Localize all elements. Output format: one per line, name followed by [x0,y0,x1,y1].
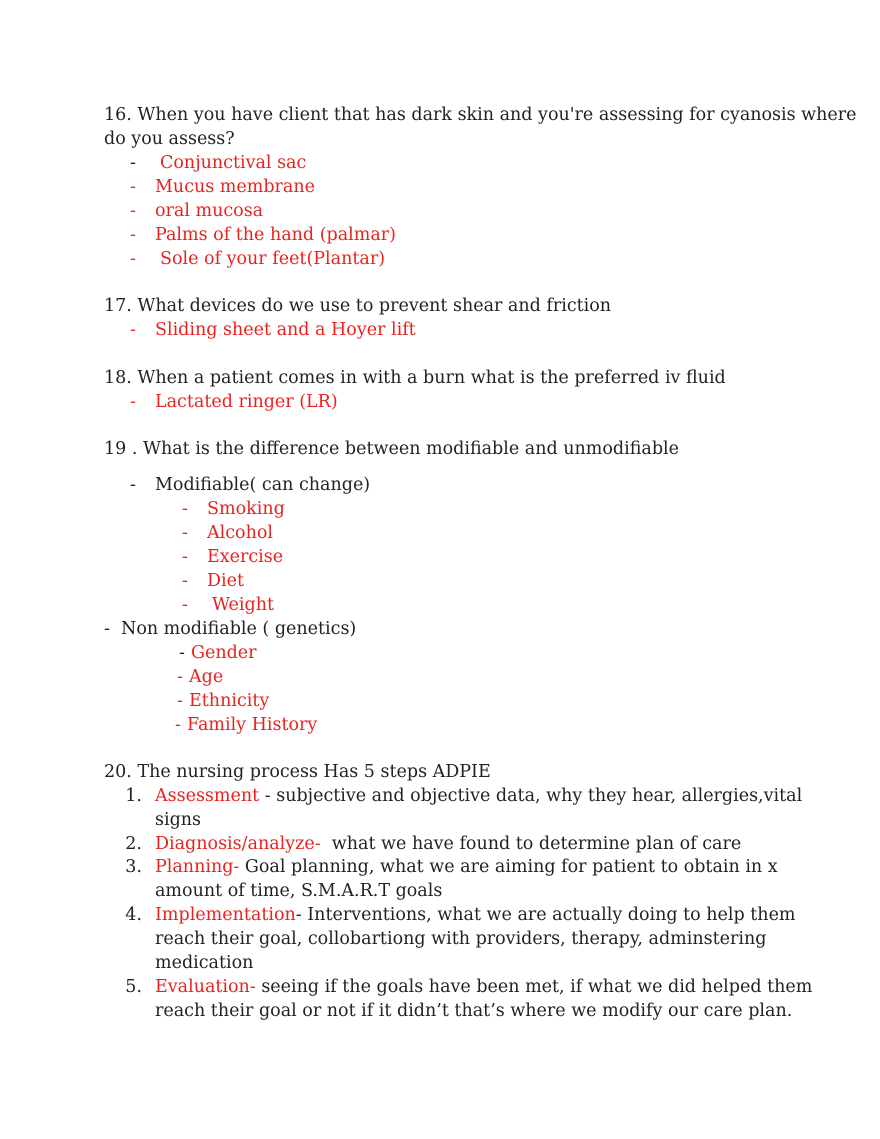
q17-question: 17. What devices do we use to prevent shear and friction [104,296,612,316]
step-2-line1 [155,832,741,856]
bullet-dash: - [175,715,181,735]
bullet-dash: - [104,619,110,639]
step-term: Planning- [155,857,240,877]
q16-answer-2: Mucus membrane [155,177,315,197]
step-number: 2. [125,834,142,854]
step-text: - Interventions, what we are actually doing to help them [295,905,796,925]
bullet-dash: - [130,201,136,221]
q19-nonmodifiable-item: Family History [187,715,318,735]
bullet-dash: - [182,547,188,567]
q19-modifiable-item: Alcohol [207,523,273,543]
bullet-dash: - [177,691,183,711]
step-number: 4. [125,905,142,925]
step-number: 5. [125,977,142,997]
step-term: Diagnosis/analyze- [155,834,321,854]
step-term: Assessment [155,786,260,806]
step-term: Evaluation- [155,977,256,997]
bullet-dash: - [130,153,136,173]
step-text: Goal planning, what we are aiming for patient to obtain in x [239,857,778,877]
bullet-dash: - [182,571,188,591]
step-3-line1 [155,855,778,879]
q19-modifiable-label: Modifiable( can change) [155,475,371,495]
bullet-dash: - [179,643,185,663]
bullet-dash: - [130,475,136,495]
step-text: - subjective and objective data, why they hear, allergies,vital [259,786,803,806]
bullet-dash: - [182,499,188,519]
step-4-line1 [155,903,796,927]
q19-modifiable-item: Smoking [207,499,285,519]
step-4-line2: reach their goal, collobartiong with providers, therapy, adminstering [155,929,767,949]
step-term: Implementation [155,905,296,925]
q19-modifiable-item: Diet [207,571,245,591]
bullet-dash: - [182,595,188,615]
q18-answer-1: Lactated ringer (LR) [155,392,338,412]
bullet-dash: - [130,177,136,197]
q18-question: 18. When a patient comes in with a burn what is the preferred iv fluid [104,368,726,388]
q19-nonmodifiable-item: Age [189,667,224,687]
bullet-dash: - [130,392,136,412]
q20-question: 20. The nursing process Has 5 steps ADPIE [104,762,491,782]
step-3-line2: amount of time, S.M.A.R.T goals [155,881,443,901]
step-text: what we have found to determine plan of care [320,834,742,854]
q19-nonmodifiable-item: Ethnicity [189,691,270,711]
q16-answer-1: Conjunctival sac [160,153,307,173]
step-5-line1 [155,975,812,999]
q19-question: 19 . What is the difference between modifiable and unmodifiable [104,439,679,459]
q16-answer-4: Palms of the hand (palmar) [155,225,396,245]
step-text: seeing if the goals have been met, if what we did helped them [255,977,813,997]
step-number: 1. [125,786,142,806]
bullet-dash: - [130,320,136,340]
q19-nonmodifiable-item: Gender [191,643,257,663]
bullet-dash: - [130,225,136,245]
step-1-line2: signs [155,810,202,830]
q19-modifiable-item: Weight [212,595,275,615]
q16-question-line2: do you assess? [104,129,235,149]
q16-answer-3: oral mucosa [155,201,264,221]
q16-question-line1: 16. When you have client that has dark skin and you're assessing for cyanosis where [104,105,857,125]
bullet-dash: - [130,249,136,269]
bullet-dash: - [182,523,188,543]
q17-answer-1: Sliding sheet and a Hoyer lift [155,320,416,340]
step-number: 3. [125,857,142,877]
q19-modifiable-item: Exercise [207,547,284,567]
step-5-line2: reach their goal or not if it didn’t that’s where we modify our care plan. [155,1001,793,1021]
step-1-line1 [155,784,802,808]
bullet-dash: - [177,667,183,687]
q16-answer-5: Sole of your feet(Plantar) [160,249,386,269]
step-4-line3: medication [155,953,254,973]
q19-nonmodifiable-label: Non modifiable ( genetics) [121,619,357,639]
